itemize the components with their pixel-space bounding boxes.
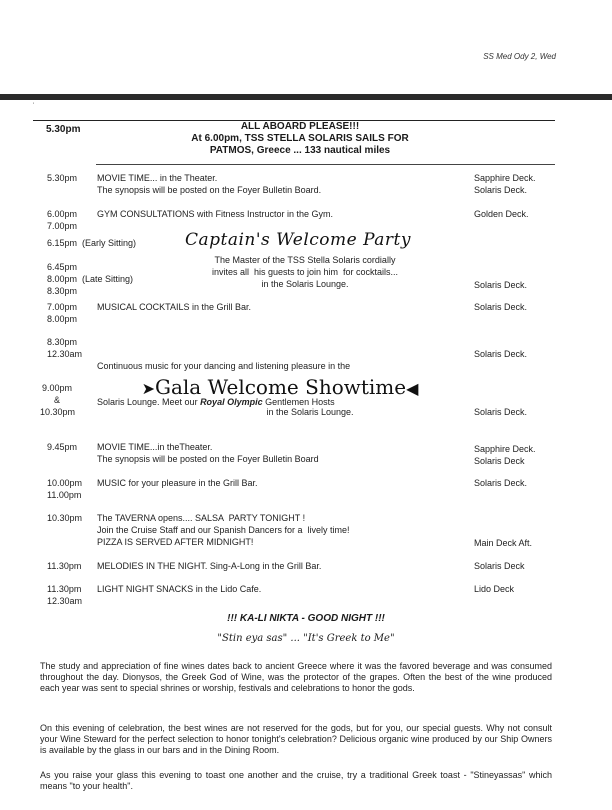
gala-title-text: Gala Welcome Showtime xyxy=(154,375,407,399)
event-9-desc: The TAVERNA opens.... SALSA PARTY TONIGHT ! Join the Cruise Staff and our Spanish Dancers for a lively time! PIZZA IS SERVED AFTER MIDNIGHT! xyxy=(97,513,350,547)
event-3-desc: The Master of the TSS Stella Solaris cordially invites all his guests to join him for cocktails... in the Solaris Lounge. xyxy=(211,255,399,289)
header-band xyxy=(0,94,612,100)
greek-quote: "Stin eya sas" ... "It's Greek to Me" xyxy=(217,633,395,644)
event-6-location: Solaris Deck. xyxy=(474,407,528,417)
event-5-desc-line-2-a: Solaris Lounge. Meet our xyxy=(97,397,201,407)
all-aboard-heading xyxy=(150,121,450,157)
event-10-desc: MELODIES IN THE NIGHT. Sing-A-Long in the Grill Bar. xyxy=(97,561,322,571)
event-8-desc: MUSIC for your pleasure in the Grill Bar. xyxy=(97,478,258,488)
gala-arrow-right-icon: ◀ xyxy=(406,379,419,398)
event-4-time: 7.00pm 8.00pm xyxy=(47,302,78,324)
event-7-time: 9.45pm xyxy=(47,442,78,452)
all-aboard-line-2: At 6.00pm, TSS STELLA SOLARIS SAILS FOR xyxy=(191,133,409,144)
header-note: SS Med Ody 2, Wed xyxy=(483,52,556,61)
band-mark: ' xyxy=(33,103,35,109)
all-aboard-line-1: ALL ABOARD PLEASE!!! xyxy=(240,121,360,132)
opening-time: 5.30pm xyxy=(46,124,81,135)
gala-welcome-showtime-title xyxy=(120,375,440,399)
event-6-desc: in the Solaris Lounge. xyxy=(266,407,354,417)
event-7-location: Sapphire Deck. Solaris Deck xyxy=(474,444,536,466)
event-10-time: 11.30pm xyxy=(47,561,82,571)
event-9-time: 10.30pm xyxy=(47,513,83,523)
event-2-desc: GYM CONSULTATIONS with Fitness Instructor in the Gym. xyxy=(97,209,334,219)
heading-rule xyxy=(96,164,555,165)
all-aboard-line-3: PATMOS, Greece ... 133 nautical miles xyxy=(209,145,391,156)
event-3-time: 6.15pm (Early Sitting) 6.45pm 8.00pm (Late Sitting) 8.30pm xyxy=(47,238,137,296)
event-9-location: Main Deck Aft. xyxy=(474,538,533,548)
event-5-time: 8.30pm 12.30am xyxy=(47,337,83,359)
event-5-location: Solaris Deck. xyxy=(474,349,528,359)
event-8-time: 10.00pm 11.00pm xyxy=(47,478,83,500)
event-1-location: Sapphire Deck. Solaris Deck. xyxy=(474,173,536,195)
royal-olympic-emphasis: Royal Olympic xyxy=(200,397,263,407)
event-10-location: Solaris Deck xyxy=(474,561,525,571)
event-11-time: 11.30pm 12.30am xyxy=(47,584,83,606)
event-2-location: Golden Deck. xyxy=(474,209,529,219)
event-11-desc: LIGHT NIGHT SNACKS in the Lido Cafe. xyxy=(97,584,262,594)
gala-arrow-left-icon: ➤ xyxy=(141,379,155,398)
captains-welcome-party-title: Captain's Welcome Party xyxy=(185,230,411,250)
wine-paragraph-2: On this evening of celebration, the best wines are not reserved for the gods, but for you, our special guests. Why not consult your Wine Steward for the perfect selection to honor tonight's celebration? Delicious organic wine produced by our Ship Owners is available by the glass in our bars and in the Dining Room. xyxy=(40,723,552,755)
event-2-time: 6.00pm 7.00pm xyxy=(47,209,78,231)
event-8-location: Solaris Deck. xyxy=(474,478,528,488)
event-4-desc: MUSICAL COCKTAILS in the Grill Bar. xyxy=(97,302,252,312)
event-7-desc: MOVIE TIME...in theTheater. The synopsis will be posted on the Foyer Bulletin Board xyxy=(97,442,319,464)
event-3-location: Solaris Deck. xyxy=(474,280,528,290)
wine-paragraph-3: As you raise your glass this evening to toast one another and the cruise, try a traditional Greek toast - "Stineyassas" which means "to your health". xyxy=(40,770,552,791)
event-1-time: 5.30pm xyxy=(47,173,78,183)
wine-paragraph-1: The study and appreciation of fine wines dates back to ancient Greece where it was the favored beverage and was consumed throughout the day. Dionysos, the Greek God of Wine, was the protector of the grapes. Often the best of the wine produced each year was sent to special shrines or worship, festivals and celebrations to honor the gods. xyxy=(40,661,552,693)
event-5-desc-line-2-c: Gentlemen Hosts xyxy=(262,397,335,407)
event-5-desc-line-1: Continuous music for your dancing and listening pleasure in the xyxy=(97,361,351,371)
event-1-desc: MOVIE TIME... in the Theater. The synopsis will be posted on the Foyer Bulletin Board. xyxy=(97,173,322,195)
event-11-location: Lido Deck xyxy=(474,584,515,594)
good-night-line: !!! KA-LI NIKTA - GOOD NIGHT !!! xyxy=(227,613,385,624)
event-4-location: Solaris Deck. xyxy=(474,302,528,312)
event-6-time: 9.00pm & 10.30pm xyxy=(40,383,76,417)
